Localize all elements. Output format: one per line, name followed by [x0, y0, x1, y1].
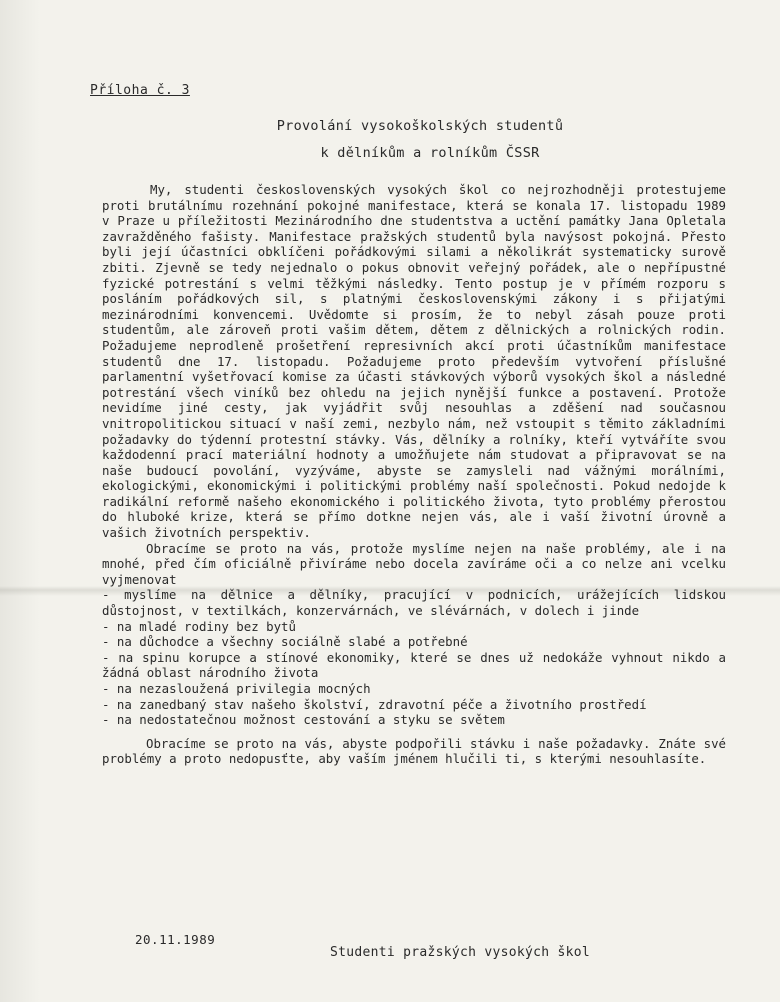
list-item: - na spinu korupce a stínové ekonomiky, které se dnes už nedokáže vyhnout nikdo a žádná oblast národního života [102, 649, 726, 681]
list-item: - myslíme na dělnice a dělníky, pracující v podnicích, urážejících lidskou důstojnost, v textilkách, konzervárnách, ve slévárnách, v dolech i jinde [102, 587, 726, 619]
paragraph-2: Obracíme se proto na vás, protože myslíme nejen na naše problémy, ale i na mnohé, před čím oficiálně přivíráme nebo docela zavíráme oči a co nelze ani vcelku vyjmenovat [102, 540, 726, 587]
attachment-label: Příloha č. 3 [90, 83, 190, 98]
list-item: - na důchodce a všechny sociálně slabé a potřebné [102, 634, 468, 650]
paragraph-1: My, studenti československých vysokých škol co nejrozhodněji protestujeme proti brutálnímu rozehnání pokojné manifestace, která se konala 17. listopadu 1989 v Praze u příležitosti Mezinárodního dne studentstva a uctění památky Jana Opletala zavražděného fašisty. Manifestace pražských studentů byla navýsost pokojná. Přesto byli její účastníci obklíčeni pořádkovými silami a několikrát systematicky surově zbiti. Zjevně se tedy nejednalo o pokus obnovit veřejný pořádek, ale o nepřípustné fyzické potrestání s velmi těžkými následky. Tento postup je v přímém rozporu s posláním pořádkových sil, s platnými československými zákony i s přijatými mezinárodními konvencemi. Uvědomte si prosím, že to nebyl zásah pouze proti studentům, ale zároveň proti vašim dětem, dětem z dělnických a rolnických rodin. Požadujeme neprodleně prošetření represivních akcí proti účastníkům manifestace studentů dne 17. listopadu. Požadujeme proto především vytvoření příslušné parlamentní vyšetřovací komise za účasti stávkových výborů vysokých škol a následné potrestání všech viníků bez ohledu na jejich nynější funkce a postavení. Protože nevidíme jiné cesty, jak vyjádřit svůj nesouhlas a zděšení nad současnou vnitropolitickou situací v naší zemi, nezbylo nám, než vstoupit s těmito základními požadavky do týdenní protestní stávky. Vás, dělníky a rolníky, kteří vytváříte svou každodenní prací materiální hodnoty a umožňujete nám studovat a připravovat se na naše budoucí povolání, vyzýváme, abyste se zamysleli nad vážnými morálními, ekologickými, ekonomickými i politickými problémy naší společnosti. Pokud nedojde k radikální reformě našeho ekonomického i politického života, tyto problémy přerostou do hluboké krize, která se přímo dotkne nejen vás, ale i vaší životní úrovně a vašich životních perspektiv. [102, 182, 726, 541]
document-date: 20.11.1989 [135, 932, 216, 947]
signature: Studenti pražských vysokých škol [330, 945, 591, 960]
list-item: - na mladé rodiny bez bytů [102, 618, 296, 634]
list-item: - na zanedbaný stav našeho školství, zdravotní péče a životního prostředí [102, 696, 647, 712]
list-item: - na nedostatečnou možnost cestování a styku se světem [102, 712, 505, 728]
paragraph-3: Obracíme se proto na vás, abyste podpořili stávku i naše požadavky. Znáte své problémy a proto nedopusťte, aby vaším jménem hlučili ti, s kterými nesouhlasíte. [102, 735, 726, 767]
concerns-list [102, 587, 726, 727]
document-title: Provolání vysokoškolských studentů [276, 118, 564, 134]
document-subtitle: k dělníkům a rolníkům ČSSR [320, 145, 540, 161]
document-body [102, 182, 726, 767]
list-item: - na nezasloužená privilegia mocných [102, 681, 371, 696]
